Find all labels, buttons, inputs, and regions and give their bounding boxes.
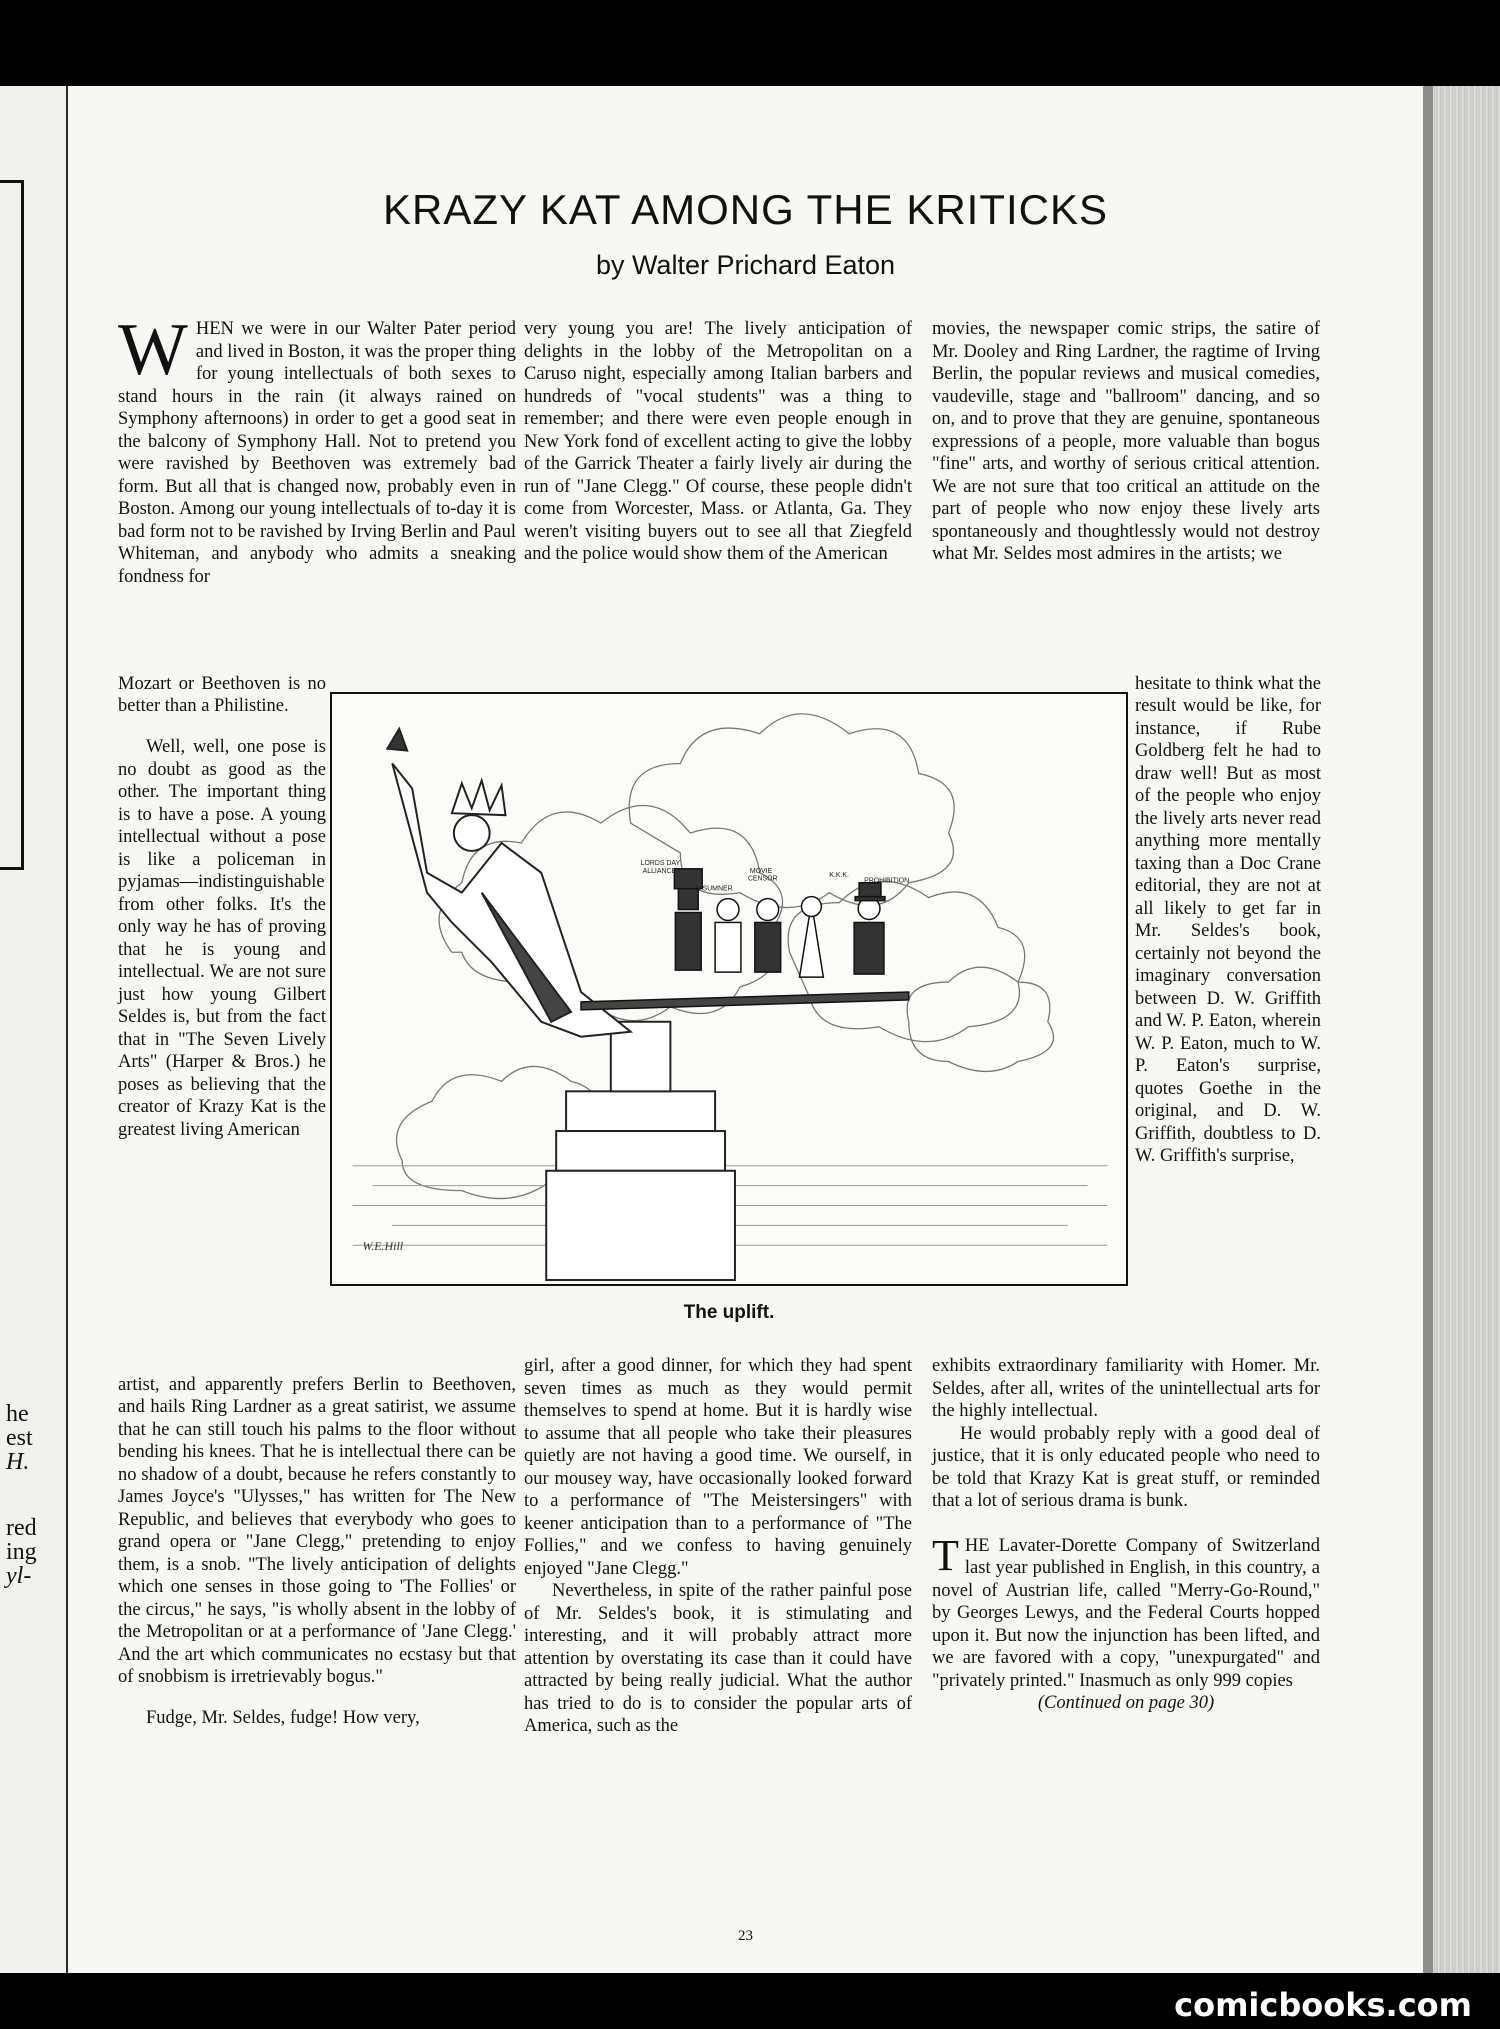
label-lords-day: LORDS DAY [640,859,681,867]
fragment: est [6,1425,33,1451]
paragraph: Fudge, Mr. Seldes, fudge! How very, [146,1708,420,1728]
drop-cap: T [932,1530,959,1580]
column-1-bottom [118,1355,516,1748]
paragraph: He would probably reply with a good deal of justice, that it is only educated people who need to be told that Krazy Kat is great stuff, or reminded that a lot of serious drama is bunk. [932,1423,1320,1511]
site-watermark: comicbooks.com [1174,1986,1472,2024]
label-sumner: J. SUMNER [695,885,733,893]
paragraph-opening [118,309,516,588]
paragraph: hesitate to think what the result would be like, for instance, if Rube Goldberg felt he had to draw well! But as most of the people who enjoy the lively arts never read anything more mentally taxing than a Doc Crane editorial, they are not at all likely to get far in Mr. Seldes's book, certainly not beyond the imaginary conversation between D. W. Griffith and W. P. Eaton, wherein W. P. Eaton, much to W. P. Eaton's surprise, quotes Goethe in the original, and D. W. Griffith, doubtless to D. W. Griffith's surprise, [1135,673,1321,1166]
paragraph: exhibits extraordinary familiarity with Homer. Mr. Seldes, after all, writes of the unintellectual arts for the highly intellectual. [932,1356,1320,1421]
fragment: he [6,1401,29,1427]
seesaw-plank [581,992,909,1010]
paragraph-second-item [932,1530,1320,1693]
column-3-narrow [1135,654,1321,1186]
article-byline: by Walter Prichard Eaton [595,250,896,280]
left-page-text-fragments [6,1402,64,1588]
cartoon-caption: The uplift. [683,1302,775,1323]
label-movie: MOVIE [749,867,773,875]
label-alliance: ALLIANCE [642,867,677,875]
column-1-top [118,309,516,588]
second-item-text: HE Lavater-Dorette Company of Switzerland last year published in English, in this country, a novel of Austrian life, called "Merry-Go-Round," by Georges Lewys, and the Federal Courts hopped upon it. But now the injunction has been lifted, and we are favored with a copy, "unexpurgated" and "privately printed." Inasmuch as only 999 copies [932,1535,1320,1691]
label-kkk: K.K.K. [829,871,849,879]
column-3-bottom [932,1355,1320,1715]
paragraph: very young you are! The lively anticipation of delights in the lobby of the Metropolitan on a Caruso night, especially among Italian barbers and hundreds of "vocal students" was a thing to remember; and there were even people enough in New York fond of excellent acting to give the lobby of the Garrick Theater a fairly lively air during the run of "Jane Clegg." Of course, these people didn't come from Worcester, Mass. or Atlanta, Ga. They weren't visiting buyers out to see all that Ziegfeld and the police would show them of the American [524,319,912,564]
paragraph: Nevertheless, in spite of the rather painful pose of Mr. Seldes's book, it is stimulating and interesting, and it will probably attract more attention by overstating its case than it could have attracted by being really judicial. What the author has tried to do is to consider the popular arts of America, such as the [524,1581,912,1736]
cartoon-illustration [330,692,1128,1286]
label-prohibition: PROHIBITION [864,877,910,885]
fragment-gap [6,1474,64,1516]
statue-pedestal [546,1022,735,1280]
statue-of-liberty [387,729,630,1037]
cartoon-drawing [332,694,1126,1284]
fragment: H. [6,1449,30,1475]
opening-text: HEN we were in our Walter Pater period and lived in Boston, it was the proper thing for young intellectuals of both sexes to stand hours in the rain (it always rained on Symphony afternoons) in order to get a good seat in the balcony of Symphony Hall. Not to pretend you were ravished by Beethoven was extremely bad form. But all that is changed now, probably even in Boston. Among our young intellectuals of to-day it is bad form not to be ravished by Irving Berlin and Paul Whiteman, and anybody who admits a sneaking fondness for [118,319,516,587]
fragment: ing [6,1539,37,1565]
fragment: red [6,1515,37,1541]
gutter-shadow [1423,86,1433,1973]
paragraph: movies, the newspaper comic strips, the satire of Mr. Dooley and Ring Lardner, the ragtime of Irving Berlin, the popular reviews and musical comedies, vaudeville, stage and "ballroom" dancing, and so on, and to prove that they are genuine, spontaneous expressions of a people, more valuable than bogus "fine" arts, and worthy of serious critical attention. We are not sure that too critical an attitude on the part of people who now enjoy these lively arts spontaneously and thoughtlessly would not destroy what Mr. Seldes most admires in the artists; we [932,319,1320,564]
column-3-top [932,318,1320,566]
continued-note: (Continued on page 30) [1037,1693,1215,1713]
label-censor: CENSOR [747,875,778,883]
article-title: KRAZY KAT AMONG THE KRITICKS [382,186,1109,233]
column-2-bottom [524,1355,912,1738]
paragraph: Well, well, one pose is no doubt as good as the other. The important thing is to have a pose. A young intellectual without a pose is like a policeman in pyjamas—indistinguishable from other folks. It's the only way he has of proving that he is young and intellectual. We are not sure just how young Gilbert Seldes is, but from the fact that in "The Seven Lively Arts" (Harper & Bros.) he poses as believing that the creator of Krazy Kat is the greatest living American [118,737,326,1140]
page-stack-edges [1423,86,1500,1973]
left-page-frame [0,180,24,870]
paragraph: artist, and apparently prefers Berlin to Beethoven, and hails Ring Lardner as a great satirist, we assume that he can still touch his palms to the floor without bending his knees. That he is intellectual there can be no shadow of a doubt, because he refers constantly to James Joyce's "Ulysses," has written for The New Republic, and believes that everybody who goes to grand opera or "Jane Clegg," pretending to enjoy them, is a snob. "The lively anticipation of delights which one senses in those going to 'The Follies' or the circus," he says, "is wholly absent in the lobby of the Metropolitan or at a performance of 'Jane Clegg.' And the art which communicates no ecstasy but that of snobbism is irretrievably bogus." [118,1374,516,1687]
fragment: yl- [6,1563,32,1589]
column-1-narrow [118,654,326,1160]
left-page-edge [0,86,69,1973]
column-2-top [524,318,912,566]
paragraph: Mozart or Beethoven is no better than a Philistine. [118,673,326,716]
page-number: 23 [738,1928,753,1944]
artist-signature: W.E.Hill [362,1239,404,1254]
paragraph: girl, after a good dinner, for which they had spent seven times as much as they would permit themselves to spend at home. But it is hardly wise to assume that all people who take their pleasures quietly are not having a good time. We ourself, in our mousey way, have occasionally looked forward to a performance of "The Meistersingers" with keener anticipation than to a performance of "The Follies," and we confess to having genuinely enjoyed "Jane Clegg." [524,1356,912,1579]
drop-cap: W [118,309,188,391]
